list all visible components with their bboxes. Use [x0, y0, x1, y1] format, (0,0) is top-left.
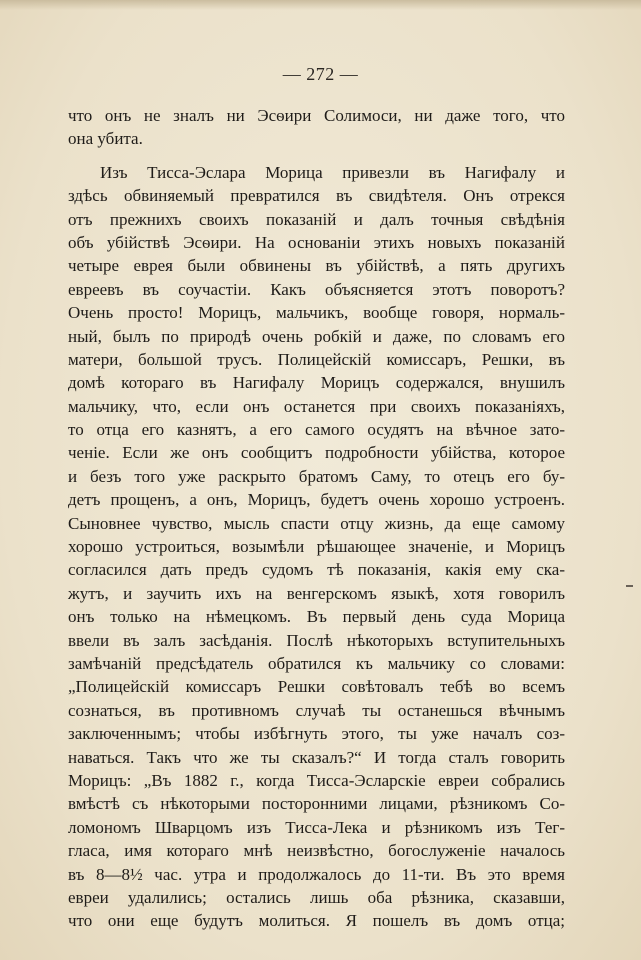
text-line: то отца его казнятъ, а его самого осудятъ на вѣчное зато- — [68, 420, 565, 440]
text-line: жутъ, и заучить ихъ на венгерскомъ языкѣ, хотя говорилъ — [68, 583, 565, 603]
text-line: она убита. — [68, 129, 143, 149]
text-line: заключеннымъ; чтобы избѣгнуть этого, ты уже началъ соз- — [68, 724, 565, 744]
text-line: домѣ котораго въ Нагифалу Морицъ содержался, внушилъ — [68, 373, 565, 393]
text-line: Морицъ: „Въ 1882 г., когда Тисса-Эсларскіе евреи собрались — [68, 770, 565, 790]
text-line: мальчику, что, если онъ останется при своихъ показаніяхъ, — [68, 396, 565, 416]
text-line: объ убійствѣ Эсѳири. На основаніи этихъ новыхъ показаній — [68, 232, 565, 252]
text-line: и безъ того уже раскрыто братомъ Саму, то отецъ его бу- — [68, 466, 565, 486]
text-line: гласа, имя котораго мнѣ неизвѣстно, богослуженіе началось — [68, 841, 565, 861]
page-top-shadow — [0, 0, 641, 10]
text-line: здѣсь обвиняемый превратился въ свидѣтеля. Онъ отрекся — [68, 186, 565, 206]
text-line: „Полицейскій комиссаръ Решки совѣтовалъ тебѣ во всемъ — [68, 677, 565, 697]
text-line: онъ только на нѣмецкомъ. Въ первый день суда Морица — [68, 607, 565, 627]
text-line: ломономъ Шварцомъ изъ Тисса-Лека и рѣзникомъ изъ Тег- — [68, 817, 565, 837]
text-line: четыре еврея были обвинены въ убійствѣ, а пять другихъ — [68, 256, 565, 276]
paragraph — [68, 161, 565, 933]
page-number: — 272 — — [282, 64, 359, 84]
text-line: согласился дать предъ судомъ тѣ показанія, какія ему ска- — [68, 560, 565, 580]
text-line: хорошо устроиться, возымѣли рѣшающее значеніе, и Морицъ — [68, 537, 565, 557]
text-line: что они еще будутъ молиться. Я пошелъ въ домъ отца; — [68, 911, 565, 931]
text-line: въ 8—8½ час. утра и продолжалось до 11-ти. Въ это время — [68, 864, 565, 884]
text-line: вмѣстѣ съ нѣкоторыми посторонними лицами, рѣзникомъ Со- — [68, 794, 565, 814]
text-line: замѣчаній предсѣдатель обратился къ мальчику со словами: — [68, 653, 565, 673]
text-line: отъ прежнихъ своихъ показаній и далъ точныя свѣдѣнія — [68, 209, 565, 229]
margin-mark — [626, 585, 633, 587]
text-line: сознаться, въ противномъ случаѣ ты останешься вѣчнымъ — [68, 700, 565, 720]
text-line: Очень просто! Морицъ, мальчикъ, вообще говоря, нормаль- — [68, 303, 565, 323]
text-line: Изъ Тисса-Эслара Морица привезли въ Нагифалу и — [100, 162, 565, 182]
text-line: детъ прощенъ, а онъ, Морицъ, будетъ очень хорошо устроенъ. — [68, 490, 565, 510]
text-line: евреевъ въ соучастіи. Какъ объясняется этотъ поворотъ? — [68, 279, 565, 299]
text-line: ввели въ залъ засѣданія. Послѣ нѣкоторыхъ вступительныхъ — [68, 630, 565, 650]
text-line: евреи удалились; остались лишь оба рѣзника, сказавши, — [68, 887, 565, 907]
text-line: ченіе. Если же онъ сообщитъ подробности убійства, которое — [68, 443, 565, 463]
text-line: Сыновнее чувство, мысль спасти отцу жизнь, да еще самому — [68, 513, 565, 533]
paragraph — [68, 104, 565, 151]
paragraph-gap — [68, 151, 565, 161]
text-line: матери, большой трусъ. Полицейскій комиссаръ, Решки, въ — [68, 349, 565, 369]
text-line: что онъ не зналъ ни Эсѳири Солимоси, ни даже того, что — [68, 106, 565, 125]
text-line: наваться. Такъ что же ты сказалъ?“ И тогда сталъ говорить — [68, 747, 565, 767]
body-text — [68, 104, 565, 933]
text-line: ный, былъ по природѣ очень робкій и даже, по словамъ его — [68, 326, 565, 346]
